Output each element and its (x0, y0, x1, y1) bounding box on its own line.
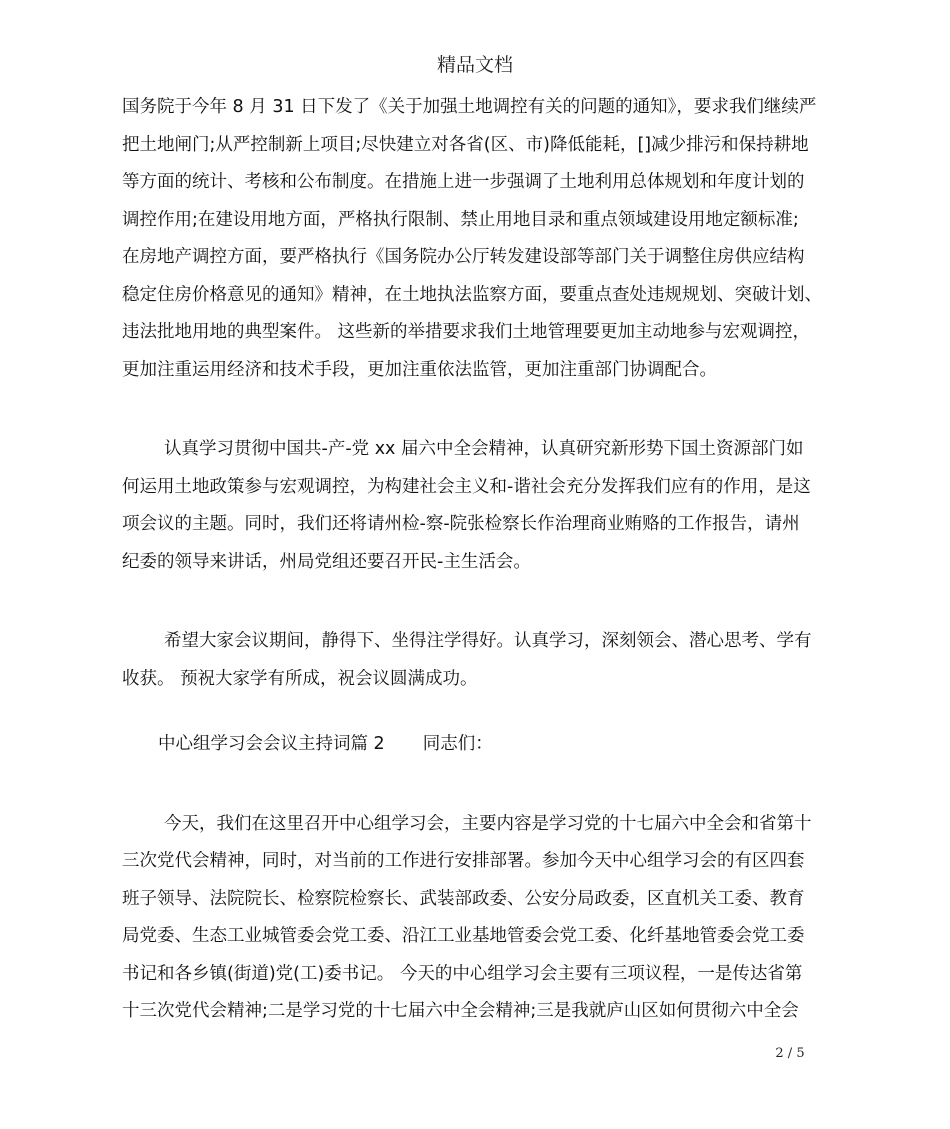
text-line: 更加注重运用经济和技术手段，更加注重依法监管，更加注重部门协调配合。 (122, 359, 717, 380)
text-line: 在房地产调控方面，要严格执行《国务院办公厅转发建设部等部门关于调整住房供应结构 (122, 247, 805, 267)
text-line: 何运用土地政策参与宏观调控，为构建社会主义和-谐社会充分发挥我们应有的作用，是这 (122, 476, 811, 497)
text-line: 违法批地用地的典型案件。 这些新的举措要求我们土地管理要更加主动地参与宏观调控， (122, 322, 811, 342)
text-line: 收获。 预祝大家学有所成，祝会议圆满成功。 (122, 668, 478, 689)
text-line: 国务院于今年 8 月 31 日下发了《关于加强土地调控有关的问题的通知》，要求我们继续严 (122, 97, 817, 117)
text-line: 稳定住房价格意见的通知》精神，在土地执法监察方面，要重点查处违规规划、突破计划、 (122, 284, 822, 305)
paragraph-gap (122, 764, 838, 806)
text-line: 纪委的领导来讲话，州局党组还要召开民-主生活会。 (122, 551, 531, 572)
paragraph-gap (122, 581, 838, 623)
salutation: 同志们： (422, 734, 493, 754)
paragraph-gap (122, 389, 838, 431)
text-line: 把土地闸门;从严控制新上项目;尽快建立对各省(区、市)降低能耗，[]减少排污和保持耕地 (122, 134, 809, 155)
text-line: 调控作用;在建设用地方面，严格执行限制、禁止用地目录和重点领域建设用地定额标准; (122, 209, 799, 230)
section-heading-title: 中心组学习会会议主持词篇 2 (158, 734, 385, 754)
paragraph-2 (122, 431, 838, 581)
text-line: 今天，我们在这里召开中心组学习会，主要内容是学习党的十七届六中全会和省第十 (164, 813, 812, 834)
text-line: 局党委、生态工业城管委会党工委、沿江工业基地管委会党工委、化纤基地管委会党工委 (122, 926, 805, 946)
page-number: 2 / 5 (775, 1046, 805, 1061)
paragraph-1 (122, 89, 838, 389)
text-line: 三次党代会精神，同时，对当前的工作进行安排部署。参加今天中心组学习会的有区四套 (122, 851, 805, 871)
text-line: 十三次党代会精神;二是学习党的十七届六中全会精神;三是我就庐山区如何贯彻六中全会 (122, 1001, 799, 1021)
page-header-title: 精品文档 (436, 54, 513, 76)
text-line: 认真学习贯彻中国共-产-党 xx 届六中全会精神，认真研究新形势下国土资源部门如 (164, 439, 804, 459)
document-body (122, 89, 838, 1031)
text-line: 书记和各乡镇(街道)党(工)委书记。 今天的中心组学习会主要有三项议程，一是传达省第 (122, 963, 803, 984)
paragraph-3 (122, 623, 838, 698)
text-line: 项会议的主题。同时，我们还将请州检-察-院张检察长作治理商业贿赂的工作报告，请州 (122, 514, 800, 534)
text-line: 班子领导、法院院长、检察院检察长、武装部政委、公安分局政委，区直机关工委、教育 (122, 888, 805, 909)
paragraph-gap (122, 698, 838, 726)
text-line: 等方面的统计、考核和公布制度。在措施上进一步强调了土地利用总体规划和年度计划的 (122, 172, 805, 192)
paragraph-4 (122, 806, 838, 1031)
text-line: 希望大家会议期间，静得下、坐得注学得好。认真学习，深刻领会、潜心思考、学有 (164, 631, 812, 651)
section-heading (122, 726, 838, 764)
